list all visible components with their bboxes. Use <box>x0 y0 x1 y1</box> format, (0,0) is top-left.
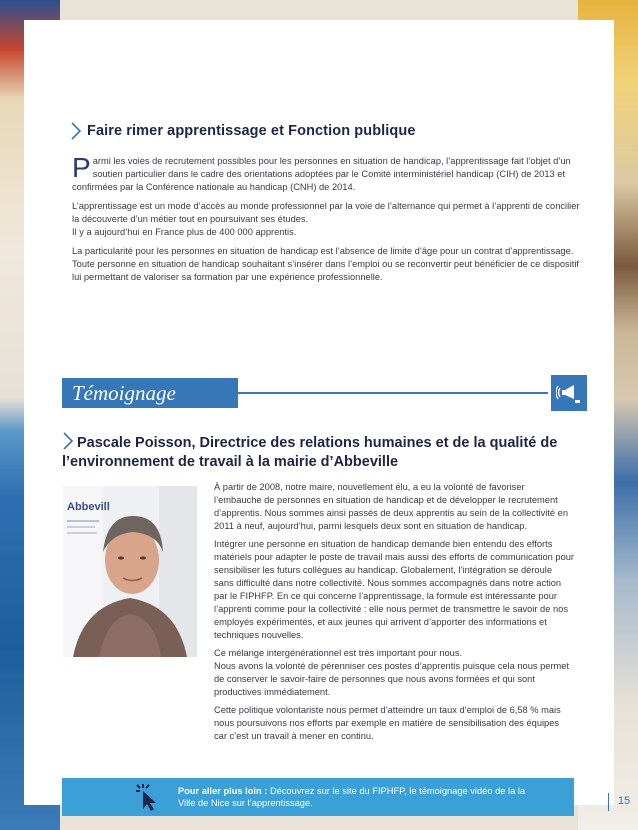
section-body <box>72 152 580 290</box>
megaphone-icon <box>556 382 582 404</box>
further-reading-link[interactable]: Découvrez sur le site du FIPHFP, le témoignage vidéo de la la Ville de Nice sur l’apprentissage. <box>178 785 526 808</box>
portrait-photo <box>63 486 197 657</box>
testimony-body <box>214 481 574 748</box>
testimony-paragraph-2: Intégrer une personne en situation de handicap demande bien entendu des efforts matériels pour adapter le poste de travail mais aussi des efforts de communication pour sensibiliser les futurs collègues au handicap. Globalement, l’intégration se déroule sans difficulté dans notre collectivité. Nous sommes accompagnés dans notre action par le FIPHFP. En ce qui concerne l’apprentissage, la formule est intéressante pour l’apprenti comme pour la collectivité : elle nous permet de transmettre le savoir de nos employés expérimentés, et aux jeunes qui arrivent d’apporter des informations et techniques nouvelles. <box>214 539 575 640</box>
page-number-rule <box>608 793 609 811</box>
chevron-right-icon <box>62 432 74 450</box>
photo-sign-text: Abbevill <box>67 501 110 513</box>
pointer-click-icon <box>128 778 168 816</box>
drop-cap: P <box>72 152 91 183</box>
further-reading-bar[interactable] <box>62 778 574 816</box>
testimony-label: Témoignage <box>62 378 238 408</box>
testimony-band <box>24 375 614 411</box>
paragraph-apprentissage: L’apprentissage est un mode d’accès au monde professionnel par la voie de l’alternance qui permet à l’apprenti de concilier la découverte d’un métier tout en poursuivant ses études. Il y a aujourd’hui en France plus de 400 000 apprentis. <box>72 201 580 237</box>
testimony-rule <box>238 392 548 394</box>
chevron-right-icon <box>70 122 82 140</box>
further-reading-text: Pour aller plus loin : Découvrez sur le site du FIPHFP, le témoignage vidéo de la la Ville de Nice sur l’apprentissage. <box>178 785 526 808</box>
portrait-illustration <box>63 486 197 657</box>
testimony-icon-box <box>551 375 587 411</box>
page-number: 15 <box>617 795 631 807</box>
testimony-paragraph-4: Cette politique volontariste nous permet d’atteindre un taux d’emploi de 6,58 % mais nous poursuivons nos efforts par exemple en matière de sensibilisation des équipes car c’est un travail à mener en continu. <box>214 705 561 741</box>
intro-paragraph: Parmi les voies de recrutement possibles pour les personnes en situation de handicap, l’apprentissage fait l’objet d’un soutien particulier dans le cadre des orientations adoptées par le Comité interministériel handicap (CIH) de 2013 et confirmées par la Conférence nationale au handicap (CNH) de 2014. <box>72 152 571 192</box>
section-heading <box>70 122 416 140</box>
section-heading-text: Faire rimer apprentissage et Fonction publique <box>87 123 416 139</box>
testimony-paragraph-3: Ce mélange intergénérationnel est très important pour nous. Nous avons la volonté de pérenniser ces postes d’apprentis puisque cela nous permet de conserver le savoir-faire de personnes que nous avons formées et qui sont productives immédiatement. <box>214 648 570 697</box>
paragraph-particularite: La particularité pour les personnes en situation de handicap est l’absence de limite d’âge pour un contrat d’apprentissage. Toute personne en situation de handicap souhaitant s’insérer dans l’emploi ou se reconvertir peut bénéficier de ce dispositif lui permettant de valoriser sa formation par une expérience professionnelle. <box>72 246 579 282</box>
testimony-paragraph-1: À partir de 2008, notre maire, nouvellement élu, a eu la volonté de favoriser l’embauche de personnes en situation de handicap et de développer le recrutement d’apprentis. Nous sommes ainsi passés de deux apprentis au sein de la collectivité en 2011 à neuf, aujourd’hui, parmi lesquels deux sont en situation de handicap. <box>214 482 568 531</box>
testimony-heading: Pascale Poisson, Directrice des relations humaines et de la qualité de l’environnement de travail à la mairie d’Abbeville <box>62 432 562 472</box>
